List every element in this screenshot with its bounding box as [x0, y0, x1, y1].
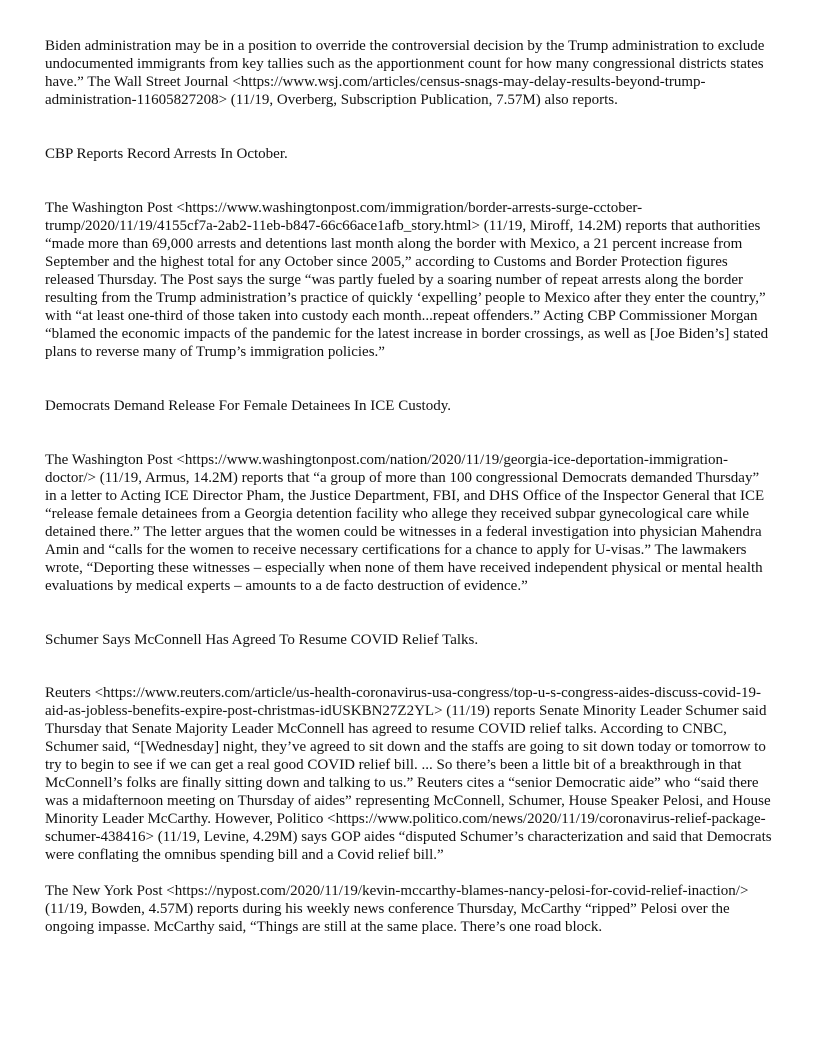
paragraph-cbp-arrests: The Washington Post <https://www.washingtonpost.com/immigration/border-arrests-surge-cctober-trump/2020/11/19/4155cf7a-2ab2-11eb-b847-66c66ace1afb_story.html> (11/19, Miroff, 14.2M) reports that authorities “made more than 69,000 arrests and detentions last month along the border with Mexico, a 21 percent increase from September and the highest total for any October since 2005,” according to Customs and Border Protection figures released Thursday. The Post says the surge “was partly fueled by a soaring number of repeat arrests along the border resulting from the Trump administration’s practice of quickly ‘expelling’ people to Mexico after they enter the country,” with “at least one-third of those taken into custody each month...repeat offenders.” Acting CBP Commissioner Morgan “blamed the economic impacts of the pandemic for the latest increase in border crossings, as well as [Joe Biden’s] stated plans to reverse many of Trump’s immigration policies.”	[45, 200, 769, 360]
spacer	[45, 415, 773, 451]
spacer	[45, 163, 773, 199]
paragraph-ice-detainees: The Washington Post <https://www.washingtonpost.com/nation/2020/11/19/georgia-ice-deportation-immigration-doctor/> (11/19, Armus, 14.2M) reports that “a group of more than 100 congressional Democrats demanded Thursday” in a letter to Acting ICE Director Pham, the Justice Department, FBI, and DHS Office of the Inspector General that ICE “release female detainees from a Georgia detention facility who allege they received subpar gynecological care while detained there.” The letter argues that the women could be witnesses in a federal investigation into physician Mahendra Amin and “calls for the women to receive necessary certifications for a chance to apply for U-visas.” The lawmakers wrote, “Deporting these witnesses – especially when none of them have received independent physical or mental health evaluations by medical experts – amounts to a de facto destruction of evidence.”	[45, 452, 765, 594]
headline-covid-relief: Schumer Says McConnell Has Agreed To Resume COVID Relief Talks.	[45, 632, 479, 648]
spacer	[45, 109, 773, 145]
spacer	[45, 649, 773, 684]
document-page	[45, 37, 773, 936]
spacer	[45, 864, 773, 882]
headline-ice-detainees: Democrats Demand Release For Female Detainees In ICE Custody.	[45, 398, 451, 414]
paragraph-covid-relief-nypost: The New York Post <https://nypost.com/2020/11/19/kevin-mccarthy-blames-nancy-pelosi-for-covid-relief-inaction/> (11/19, Bowden, 4.57M) reports during his weekly news conference Thursday, McCarthy “ripped” Pelosi over the ongoing impasse. McCarthy said, “Things are still at the same place. There’s one road block.	[45, 883, 749, 935]
paragraph-census-continuation: Biden administration may be in a position to override the controversial decision by the Trump administration to exclude undocumented immigrants from key tallies such as the apportionment count for how many congressional districts states have.” The Wall Street Journal <https://www.wsj.com/articles/census-snags-may-delay-results-beyond-trump-administration-11605827208> (11/19, Overberg, Subscription Publication, 7.57M) also reports.	[45, 38, 765, 108]
spacer	[45, 595, 773, 631]
paragraph-covid-relief-reuters: Reuters <https://www.reuters.com/article/us-health-coronavirus-usa-congress/top-u-s-congress-aides-discuss-covid-19-aid-as-jobless-benefits-expire-post-christmas-idUSKBN27Z2YL> (11/19) reports Senate Minority Leader Schumer said Thursday that Senate Majority Leader McConnell has agreed to resume COVID relief talks. According to CNBC, Schumer said, “[Wednesday] night, they’ve agreed to sit down and the staffs are going to sit down today or tomorrow to try to begin to see if we can get a real good COVID relief bill. ... So there’s been a little bit of a breakthrough in that McConnell’s folks are finally sitting down and talking to us.” Reuters cites a “senior Democratic aide” who “said there was a midafternoon meeting on Thursday of aides” representing McConnell, Schumer, House Speaker Pelosi, and House Minority Leader McCarthy. However, Politico <https://www.politico.com/news/2020/11/19/coronavirus-relief-package-schumer-438416> (11/19, Levine, 4.29M) says GOP aides “disputed Schumer’s characterization and said that Democrats were conflating the omnibus spending bill and a Covid relief bill.”	[45, 685, 772, 863]
headline-cbp-arrests: CBP Reports Record Arrests In October.	[45, 146, 288, 162]
spacer	[45, 361, 773, 397]
